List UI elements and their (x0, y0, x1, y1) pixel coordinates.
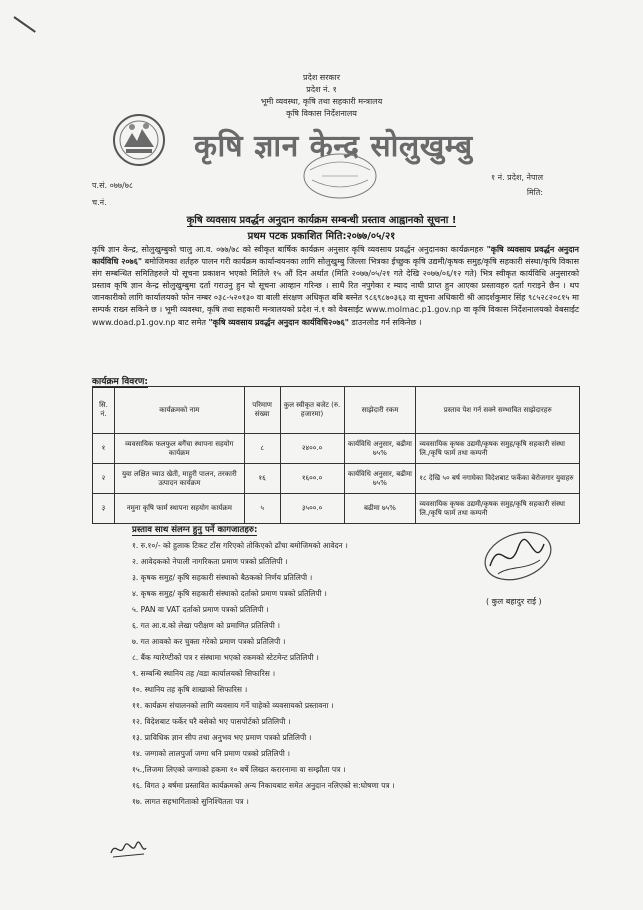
cell-eligible: व्यवसायिक कृषक उद्यमी/कृषक समुह/कृषि सहकारी संस्था लि./कृषि फार्म तथा कम्पनी (416, 434, 580, 464)
government-emblem-icon (112, 113, 166, 167)
cell-eligible: १८ देखि ५० बर्ष नगाघेका विदेशबाट फर्केका बेरोजगार युवाहरु (416, 464, 580, 494)
signature-stamp-icon (478, 526, 558, 586)
dispatch-number: च.नं. (92, 198, 107, 207)
list-item: ६. गत आ.व.को लेखा परीक्षण को प्रमाणित प्रतिलिपी । (132, 621, 280, 630)
list-item: ९. सम्बन्धि स्थानिय तह /वडा कार्यालयको सिफारिस । (132, 669, 276, 678)
header-budget: कुल स्वीकृत बजेट (रु. हजारमा) (280, 387, 344, 434)
header-name: कार्यक्रमको नाम (114, 387, 244, 434)
table-row (93, 494, 580, 524)
cell-sn: ३ (93, 494, 115, 524)
table-row (93, 434, 580, 464)
cell-share: बढीमा ७५% (344, 494, 416, 524)
notice-body: कृषि ज्ञान केन्द्र, सोलुखुम्बुको चालु आ.व. ०७७/७८ को स्वीकृत बार्षिक कार्यक्रम अनुसार कृषि व्यवसाय प्रवर्द्धन अनुदानका कार्यक्रमहरु "कृषि व्यवसाय प्रवर्द्धन अनुदान कार्यविधि २०७६" बमोजिमका शर्तहरु पालन गरी कार्यक्रम कार्यान्वयनका लागि सोलुखुम्बु जिल्ला भित्रका ईच्छुक कृषि उद्यमी/कृषक समुह/कृषि सहकारी संस्था/कृषि विकास संग सम्बन्धित समितिहरुले यो सूचना प्रकाशन भएको मितिले १५ औं दिन अर्थात (मिति २०७७/०५/२१ गते देखि २०७७/०६/१२ गते) भित्र स्वीकृत कार्यविधि अनुसारको प्रस्ताव कृषि ज्ञान केन्द्र सोलुखुम्बुमा दर्ता गराउनु हुन यो सूचना आव्हान गरिन्छ । साथै रित नपुगेका र म्याद नाघी प्राप्त हुन आएका प्रस्तावहरु दर्ता गराइने छैन । थप जानकारीको लागि कार्यालयको फोन नम्बर ०३८-५२०१३० वा बाली संरक्षण अधिकृत बबि बस्नेत ९८६९८७०३६३ वा सूचना अधिकारी श्री आदर्शकुमार सिंह ९८५२८२०८१५ मा सम्पर्क राख्न सकिने छ । भूमी व्यवस्था, कृषि तथा सहकारी मन्त्रालयको प्रदेश नं.१ को वेबसाईट www.molmac.p1.gov.np वा कृषि विकास निर्देशनालयको वेबसाईट www.doad.p1.gov.np बाट समेत "कृषि व्यवसाय प्रवर्द्धन अनुदान कार्यविधि२०७६" डाउनलोड गर्न सकिनेछ । (92, 245, 580, 327)
cell-qty: ८ (244, 434, 280, 464)
scan-mark (13, 16, 35, 33)
table-header-row (93, 387, 580, 434)
table-row (93, 464, 580, 494)
header-line-2: प्रदेश नं. १ (306, 85, 337, 94)
reference-number: प.सं. ०७७/७८ (92, 181, 134, 190)
list-item: १५.,लिजमा लिएको जग्गाको हकमा १० बर्षे लिखत करारनामा वा सम्झौता पत्र । (132, 765, 346, 774)
cell-share: कार्यविधि अनुसार, बढीमा ७५% (344, 434, 416, 464)
list-item: ५. PAN वा VAT दर्ताको प्रमाण पत्रको प्रतिलिपी । (132, 605, 269, 614)
office-stamp-icon (300, 150, 380, 202)
list-item: १२. विदेशबाट फर्केर घरै बसेको भए पासपोर्टको प्रतिलिपी । (132, 717, 291, 726)
list-item: ७. गत आवको कर चुक्ता गरेको प्रमाण पत्रको प्रतिलिपी । (132, 637, 286, 646)
cell-budget: २४००.० (280, 434, 344, 464)
cell-eligible: व्यवसायिक कृषक उद्यमी/कृषक समुह/कृषि सहकारी संस्था लि./कृषि फार्म तथा कम्पनी (416, 494, 580, 524)
cell-budget: १६००.० (280, 464, 344, 494)
cell-sn: २ (93, 464, 115, 494)
header-line-3: भूमी व्यवस्था, कृषि तथा सहकारी मन्त्रालय (260, 97, 383, 106)
cell-share: कार्यविधि अनुसार, बढीमा ७५% (344, 464, 416, 494)
header-eligible: प्रस्ताव पेश गर्न सक्ने सम्भावित साझेदारहरु (416, 387, 580, 434)
notice-subtitle: प्रथम पटक प्रकाशित मिति:२०७७/०५/२१ (247, 231, 396, 242)
program-table (92, 386, 580, 524)
date-label: मिति: (526, 188, 543, 197)
cell-qty: ५ (244, 494, 280, 524)
cell-name: नमुना कृषि फार्म स्थापना सहयोग कार्यक्रम (114, 494, 244, 524)
list-item: १. रु.१०/- को हुलाक टिकट टाँस गरिएको तोकिएको ढाँचा बमोजिमको आवेदन । (132, 541, 348, 550)
list-item: १४. जग्गाको लालपुर्जा जग्गा धनि प्रमाण पत्रको प्रतिलिपी । (132, 749, 291, 758)
list-item: १०. स्थानिय तह कृषि शाखाको सिफारिस । (132, 685, 248, 694)
list-item: १६. विगत ३ बर्षमा प्रस्तावित कार्यक्रमको अन्य निकायबाट समेत अनुदान नलिएको स:घोषणा पत्र । (132, 781, 395, 790)
signatory-name: ( कुल बहादुर राई ) (486, 597, 542, 606)
list-item: २. आवेदकको नेपाली नागरिकता प्रमाण पत्रको प्रतिलिपी । (132, 557, 288, 566)
cell-sn: १ (93, 434, 115, 464)
list-item: ११. कार्यक्रम संचालनको लागि व्यवसाय गर्ने चाहेको व्यवसायको प्रस्तावना । (132, 701, 334, 710)
notice-title: कृषि व्यवसाय प्रवर्द्धन अनुदान कार्यक्रम सम्बन्धी प्रस्ताव आह्वानको सूचना ! (186, 215, 457, 226)
cell-qty: १६ (244, 464, 280, 494)
office-name: कृषि ज्ञान केन्द्र सोलुखुम्बु (194, 129, 473, 164)
header-qty: परिमाण संख्या (244, 387, 280, 434)
office-address: १ नं. प्रदेश, नेपाल (490, 173, 543, 182)
header-share: साझेदारी रकम (344, 387, 416, 434)
cell-name: युवा लक्षित च्याउ खेती, माहुरी पालन, तरकारी उत्पादन कार्यक्रम (114, 464, 244, 494)
header-sn: सि. नं. (93, 387, 115, 434)
list-item: ८. बैंक ग्यारेण्टीको पत्र र संस्थामा भएको रकमको स्टेटमेन्ट प्रतिलिपी । (132, 653, 319, 662)
program-section-title: कार्यक्रम विवरण: (92, 374, 148, 388)
cell-budget: ३५००.० (280, 494, 344, 524)
cell-name: व्यवसायिक फलफुल बगैंचा स्थापना सहयोग कार्यक्रम (114, 434, 244, 464)
header-line-1: प्रदेश सरकार (303, 73, 340, 82)
list-item: १३. प्राविधिक ज्ञान सीप तथा अनुभव भए प्रमाण पत्रको प्रतिलिपी । (132, 733, 312, 742)
initials-signature-icon (108, 838, 148, 860)
header-line-4: कृषि विकास निर्देशनालय (286, 109, 357, 118)
list-item: ३. कृषक समुह/ कृषि सहकारी संस्थाको बैठकको निर्णय प्रतिलिपी । (132, 573, 313, 582)
documents-title: प्रस्ताव साथ संलग्न हुनु पर्ने कागजातहरु: (132, 525, 258, 535)
list-item: १७. लागत सहभागिताको सुनिश्चितता पत्र । (132, 797, 249, 806)
list-item: ४. कृषक समुह/ कृषि सहकारी संस्थाको दर्ताको प्रमाण पत्रको प्रतिलिपी । (132, 589, 327, 598)
